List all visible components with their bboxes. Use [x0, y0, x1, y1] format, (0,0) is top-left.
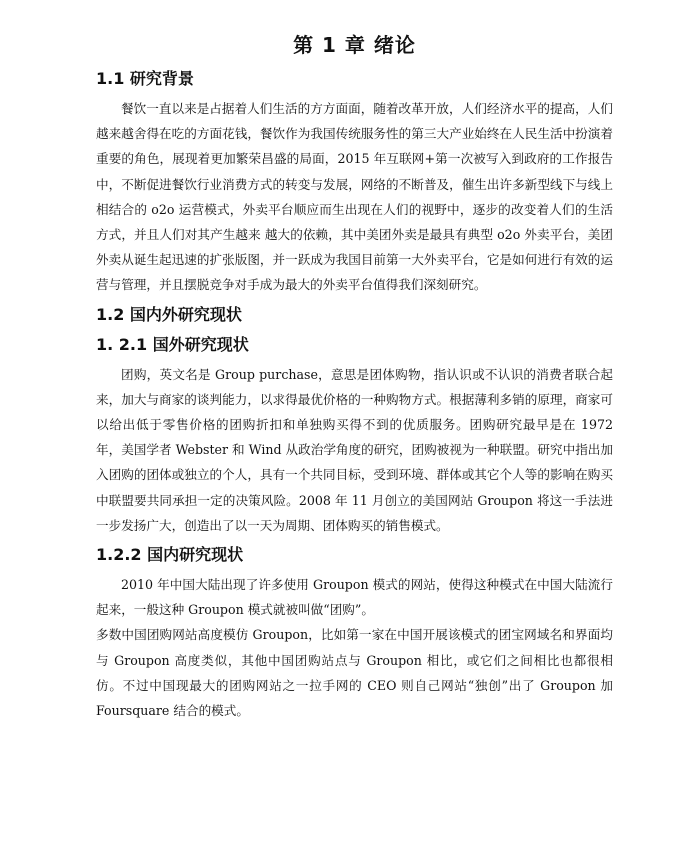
section-heading-foreign-research: 1. 2.1 国外研究现状: [96, 334, 249, 354]
section-heading-research-background: 1.1 研究背景: [96, 69, 194, 88]
paragraph-foreign-research: 团购，英文名是 Group purchase，意思是团体购物，指认识或不认识的消费者联合起来，加大与商家的谈判能力，以求得最优价格的一种购物方式。根据薄利多销的原理，商家可以给出低于零售价格的团购折扣和单独购买得不到的优质服务。团购研究最早是在 1972 年，美国学者 Webster 和 Wind 从政治学角度的研究，团购被视为一种联盟。研究中指出加入团购的团体或独立的个人，具有一个共同目标，受到环境、群体或其它个人等的影响在购买中联盟要共同承担一定的决策风险。2008 年 11 月创立的美国网站 Groupon 将这一手法进一步发扬广大，创造出了以一天为周期、团体购买的销售模式。: [96, 366, 613, 533]
paragraph-domestic-research-1: 2010 年中国大陆出现了许多使用 Groupon 模式的网站，使得这种模式在中国大陆流行起来，一般这种 Groupon 模式就被叫做“团购”。: [96, 577, 613, 618]
section-heading-domestic-research: 1.2.2 国内研究现状: [96, 545, 244, 565]
paragraph-research-background: 餐饮一直以来是占据着人们生活的方方面面，随着改革开放，人们经济水平的提高，人们越来越舍得在吃的方面花钱，餐饮作为我国传统服务性的第三大产业始终在人民生活中扮演着重要的角色，展现着更加繁荣昌盛的局面，2015 年互联网+第一次被写入到政府的工作报告中，不断促进餐饮行业消费方式的转变与发展，网络的不断普及，催生出许多新型线下与线上相结合的 o2o 运营模式，外卖平台顺应而生出现在人们的视野中，逐步的改变着人们的生活方式，并且人们对其产生越来 越大的依赖，其中美团外卖是最具有典型 o2o 外卖平台，美团外卖从诞生起迅速的扩张版图，并一跃成为我国目前第一大外卖平台，它是如何进行有效的运营与管理，并且摆脱竞争对手成为最大的外卖平台值得我们深刻研究。: [96, 101, 613, 293]
chapter-title: 第 1 章 绪论: [293, 33, 416, 57]
paragraph-domestic-research-2: 多数中国团购网站高度模仿 Groupon，比如第一家在中国开展该模式的团宝网域名和界面均与 Groupon 高度类似，其他中国团购站点与 Groupon 相比，或它们之间相比也都很相仿。不过中国现最大的团购网站之一拉手网的 CEO 则自己网站“独创”出了 Groupon 加 Foursquare 结合的模式。: [96, 627, 613, 719]
section-heading-research-status: 1.2 国内外研究现状: [96, 304, 242, 324]
